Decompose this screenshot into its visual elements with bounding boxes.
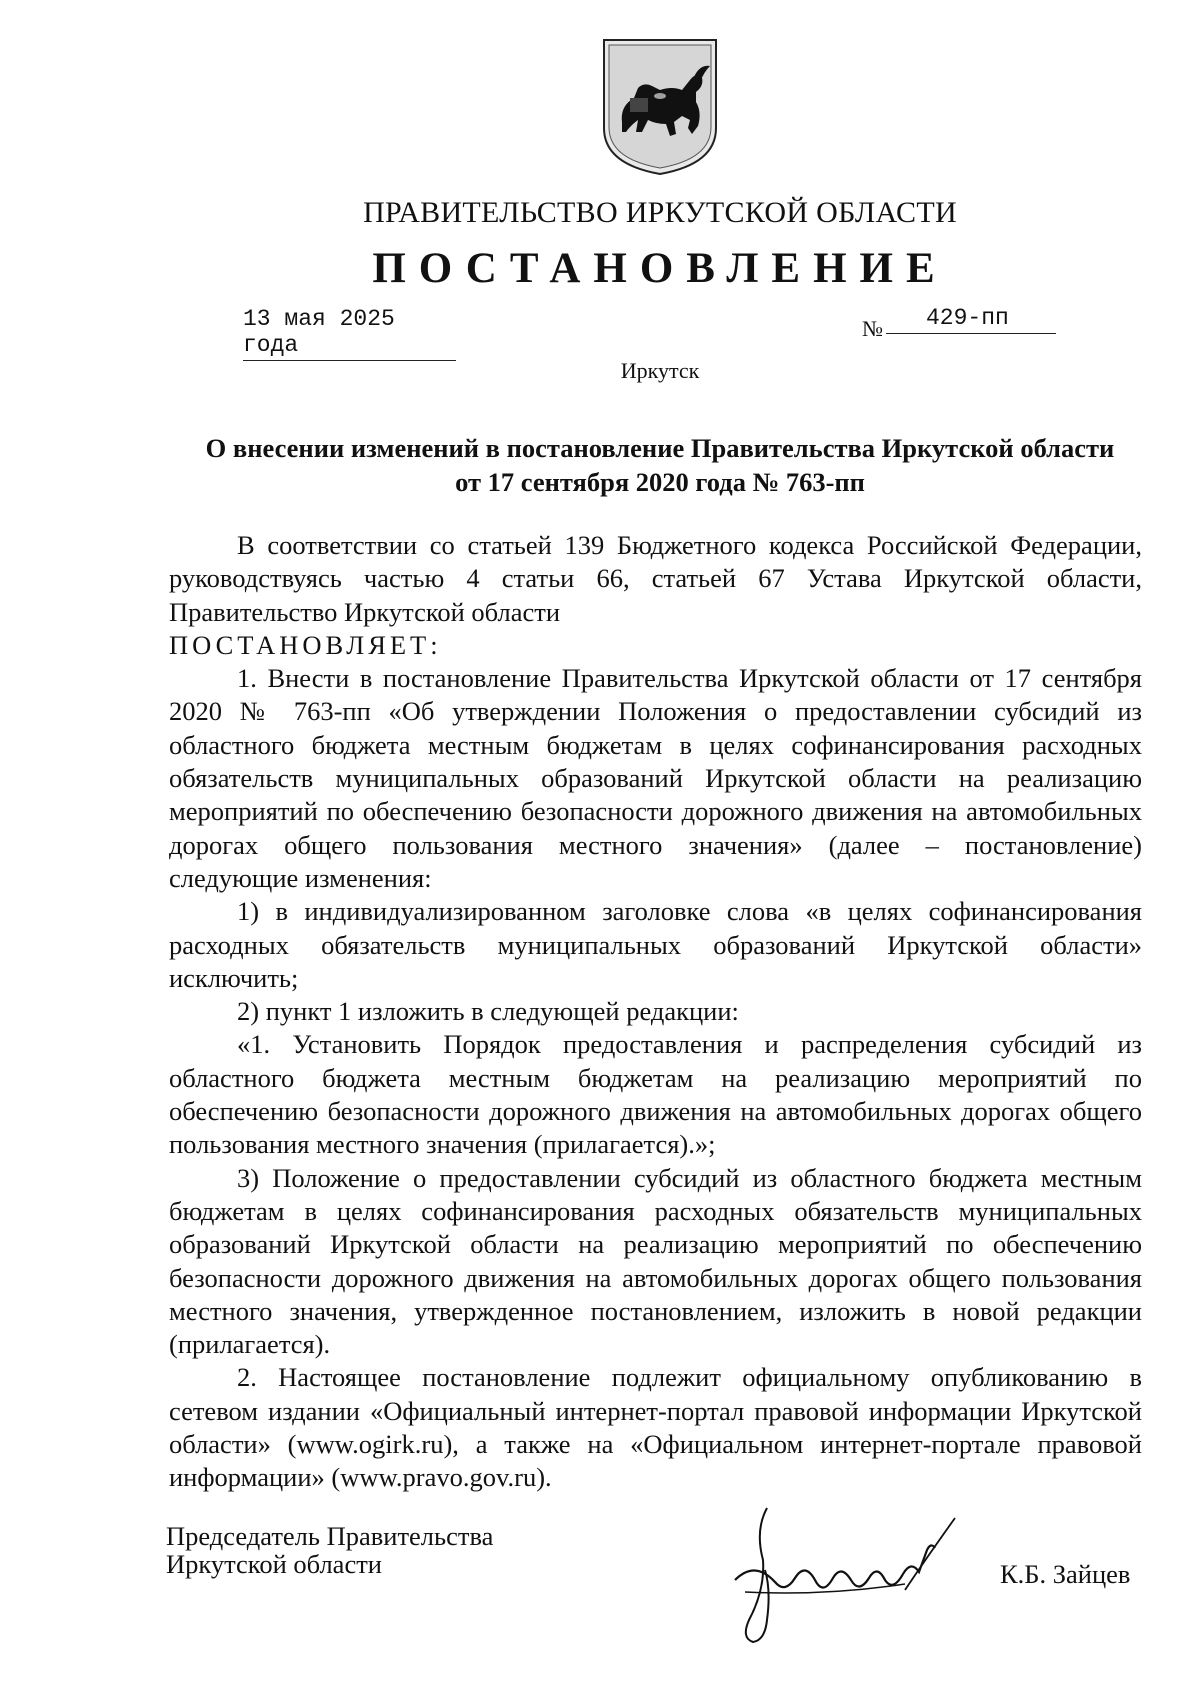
item-1-2-text: «1. Установить Порядок предоставления и распределения субсидий из областного бюджета местным бюджетам на реализацию мероприятий по обеспечению безопасности дорожного движения на автомобильных дорогах общего пользования местного значения (прилагается).»;: [169, 1029, 1142, 1160]
intro-paragraph: В соответствии со статьей 139 Бюджетного кодекса Российской Федерации, руководствуясь частью 4 статьи 66, статьей 67 Устава Иркутской области, Правительство Иркутской области: [169, 530, 1142, 627]
number-label: №: [862, 316, 883, 341]
number-field: [886, 305, 1056, 334]
document-type: ПОСТАНОВЛЕНИЕ: [372, 245, 948, 292]
document-date: 13 мая 2025 года: [243, 306, 456, 361]
signatory-title: [166, 1522, 493, 1578]
city: Иркутск: [620, 358, 700, 383]
item-1-3: 3) Положение о предоставлении субсидий из областного бюджета местным бюджетам в целях софинансирования расходных обязательств муниципальных образований Иркутской области на реализацию мероприятий по обеспечению безопасности дорожного движения на автомобильных дорогах общего пользования местного значения, утвержденное постановлением, изложить в новой редакции (прилагается).: [169, 1162, 1142, 1360]
document-title: [170, 431, 1150, 499]
document-body: [169, 529, 1142, 1495]
title-line-1: О внесении изменений в постановление Правительства Иркутской области: [205, 433, 1115, 463]
signatory-title-line-2: Иркутской области: [166, 1549, 382, 1579]
item-2: 2. Настоящее постановление подлежит официальному опубликованию в сетевом издании «Официальный интернет-портал правовой информации Иркутской области» (www.ogirk.ru), а также на «Официальном интернет-портале правовой информации» (www.pravo.gov.ru).: [169, 1362, 1142, 1493]
signatory-title-line-1: Председатель Правительства: [166, 1521, 494, 1551]
signatory-name: К.Б. Зайцев: [1000, 1559, 1131, 1589]
handwritten-signature-icon: [705, 1500, 965, 1650]
irkutsk-coat-of-arms-icon: [600, 36, 720, 178]
title-line-2: от 17 сентября 2020 года № 763-пп: [455, 467, 865, 497]
item-1-1: 1) в индивидуализированном заголовке слова «в целях софинансирования расходных обязательств муниципальных образований Иркутской области» исключить;: [169, 896, 1142, 993]
document-number: 429-пп: [926, 305, 1009, 331]
item-1: 1. Внести в постановление Правительства Иркутской области от 17 сентября 2020 № 763-пп «Об утверждении Положения о предоставлении субсидий из областного бюджета местным бюджетам в целях софинансирования расходных обязательств муниципальных образований Иркутской области на реализацию мероприятий по обеспечению безопасности дорожного движения на автомобильных дорогах общего пользования местного значения» (далее – постановление) следующие изменения:: [169, 663, 1142, 893]
organization-name: ПРАВИТЕЛЬСТВО ИРКУТСКОЙ ОБЛАСТИ: [363, 196, 957, 229]
item-1-2: 2) пункт 1 изложить в следующей редакции:: [237, 996, 739, 1027]
resolves-heading: ПОСТАНОВЛЯЕТ:: [169, 629, 442, 660]
